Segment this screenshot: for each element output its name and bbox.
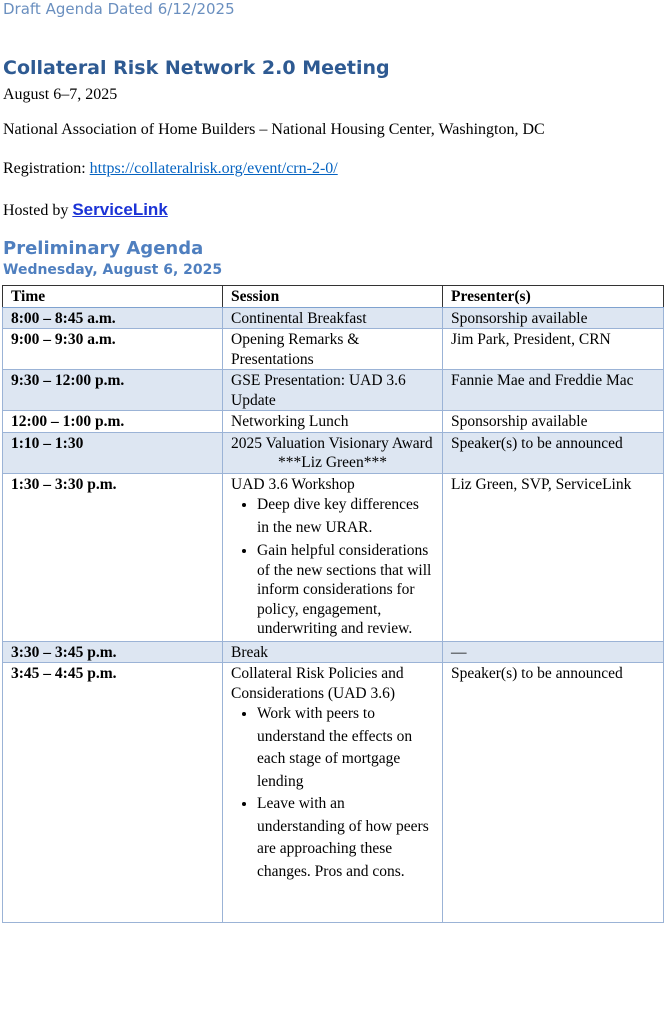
row-presenter: Sponsorship available xyxy=(443,307,664,329)
table-row xyxy=(3,411,664,433)
table-row xyxy=(3,307,664,329)
session-bullets xyxy=(231,494,434,639)
bullet-item: • Leave with an understanding of how peers are approaching these changes. Pros and cons. xyxy=(257,793,434,883)
row-time: 1:30 – 3:30 p.m. xyxy=(3,473,223,641)
table-header-row xyxy=(3,286,664,308)
session-bullets xyxy=(231,703,434,883)
row-session: GSE Presentation: UAD 3.6 Update xyxy=(223,370,443,411)
row-presenter: Liz Green, SVP, ServiceLink xyxy=(443,473,664,641)
row-time: 9:30 – 12:00 p.m. xyxy=(3,370,223,411)
table-row xyxy=(3,370,664,411)
registration-link[interactable]: https://collateralrisk.org/event/crn-2-0/ xyxy=(89,160,338,177)
row-time: 3:30 – 3:45 p.m. xyxy=(3,641,223,663)
row-presenter: Fannie Mae and Freddie Mac xyxy=(443,370,664,411)
registration-line xyxy=(3,160,338,178)
row-session xyxy=(223,432,443,473)
session-title: Collateral Risk Policies and Considerations (UAD 3.6) xyxy=(231,665,404,702)
session-title: 2025 Valuation Visionary Award xyxy=(231,434,433,452)
session-title: UAD 3.6 Workshop xyxy=(231,475,355,493)
bullet-item: • Gain helpful considerations of the new sections that will inform considerations for policy, engagement, underwriting and review. xyxy=(257,541,434,639)
row-time: 8:00 – 8:45 a.m. xyxy=(3,307,223,329)
meeting-dates: August 6–7, 2025 xyxy=(3,86,118,103)
agenda-heading: Preliminary Agenda xyxy=(3,238,204,259)
hosted-label: Hosted by xyxy=(3,202,73,219)
row-time: 3:45 – 4:45 p.m. xyxy=(3,663,223,923)
header-presenter: Presenter(s) xyxy=(443,286,664,308)
registration-label: Registration: xyxy=(3,160,90,177)
row-session xyxy=(223,473,443,641)
row-presenter: Speaker(s) to be announced xyxy=(443,663,664,923)
table-row xyxy=(3,329,664,370)
award-recipient: ***Liz Green*** xyxy=(278,454,387,471)
meeting-venue: National Association of Home Builders – National Housing Center, Washington, DC xyxy=(3,121,545,138)
row-session: Break xyxy=(223,641,443,663)
hosted-line xyxy=(3,200,168,220)
table-row xyxy=(3,473,664,641)
draft-note: Draft Agenda Dated 6/12/2025 xyxy=(3,0,235,18)
row-presenter: Speaker(s) to be announced xyxy=(443,432,664,473)
day-heading: Wednesday, August 6, 2025 xyxy=(3,262,223,278)
header-time: Time xyxy=(3,286,223,308)
table-row xyxy=(3,641,664,663)
meeting-title: Collateral Risk Network 2.0 Meeting xyxy=(3,57,390,79)
row-presenter: Jim Park, President, CRN xyxy=(443,329,664,370)
row-session xyxy=(223,663,443,923)
row-time: 1:10 – 1:30 xyxy=(3,432,223,473)
row-session: Continental Breakfast xyxy=(223,307,443,329)
sponsor-link[interactable]: ServiceLink xyxy=(72,200,168,219)
bullet-item: • Deep dive key differences in the new URAR. xyxy=(257,494,434,539)
table-row xyxy=(3,663,664,923)
table-row xyxy=(3,432,664,473)
row-time: 12:00 – 1:00 p.m. xyxy=(3,411,223,433)
agenda-table xyxy=(2,285,664,923)
row-session: Networking Lunch xyxy=(223,411,443,433)
header-session: Session xyxy=(223,286,443,308)
row-time: 9:00 – 9:30 a.m. xyxy=(3,329,223,370)
row-session: Opening Remarks & Presentations xyxy=(223,329,443,370)
row-presenter: Sponsorship available xyxy=(443,411,664,433)
bullet-item: • Work with peers to understand the effects on each stage of mortgage lending xyxy=(257,703,434,793)
row-presenter: — xyxy=(443,641,664,663)
